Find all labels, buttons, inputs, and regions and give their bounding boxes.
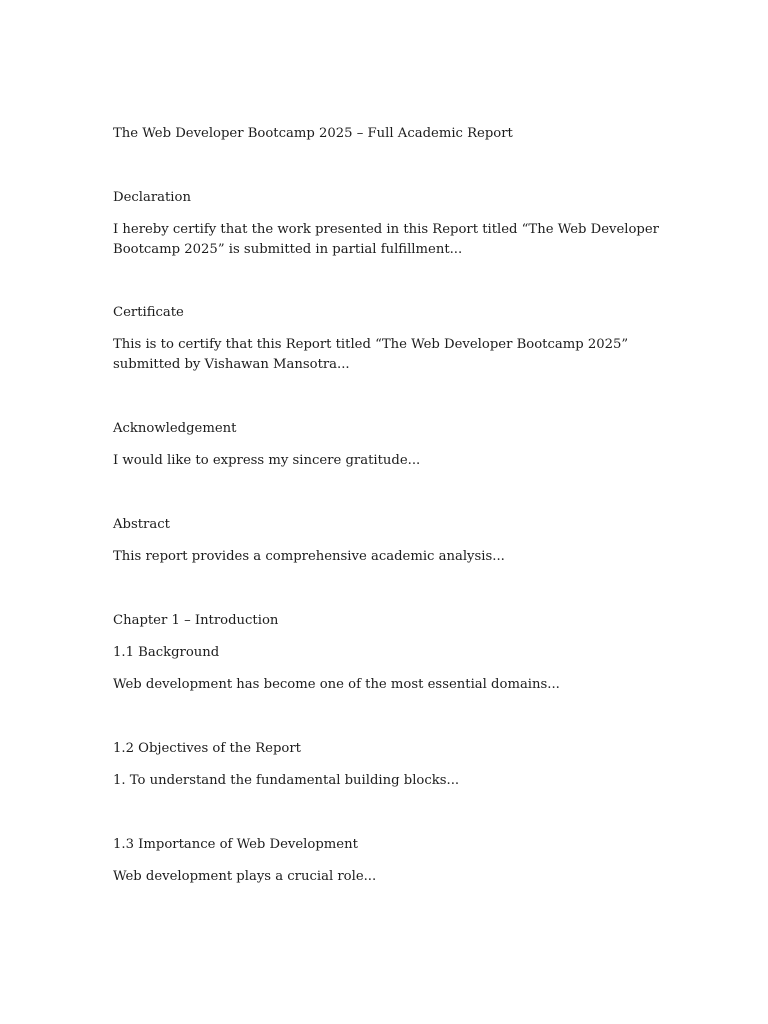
chapter1-heading: Chapter 1 – Introduction [113,613,279,628]
section-1-2-text: 1. To understand the fundamental building blocks... [113,773,460,788]
section-1-3-text: Web development plays a crucial role... [113,869,377,884]
certificate-heading: Certificate [113,305,184,320]
declaration-text: I hereby certify that the work presented in this Report titled “The Web Developer Bootcamp 2025” is submitted in partial fulfillment... [113,222,659,257]
section-1-1-text: Web development has become one of the most essential domains... [113,677,560,692]
section-1-3-heading: 1.3 Importance of Web Development [113,837,358,852]
section-1-2-heading: 1.2 Objectives of the Report [113,741,301,756]
abstract-text: This report provides a comprehensive academic analysis... [113,549,505,564]
acknowledgement-heading: Acknowledgement [113,421,237,436]
report-title: The Web Developer Bootcamp 2025 – Full Academic Report [113,126,513,141]
certificate-text: This is to certify that this Report titled “The Web Developer Bootcamp 2025” submitted by Vishawan Mansotra... [113,337,629,372]
acknowledgement-text: I would like to express my sincere gratitude... [113,453,421,468]
abstract-heading: Abstract [113,517,170,532]
declaration-heading: Declaration [113,190,191,205]
section-1-1-heading: 1.1 Background [113,645,220,660]
